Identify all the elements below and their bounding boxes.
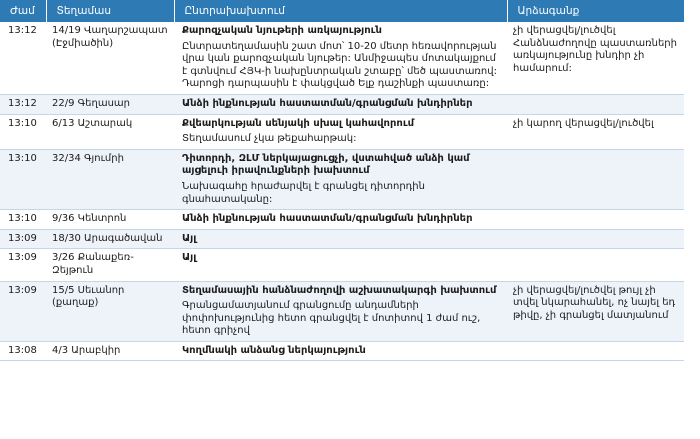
row-content [174,210,507,230]
row-time: 13:09 [0,249,46,281]
row-response: չի վերացվել/լուծվել թույլ չի տվել նկարահանել, ոչ նայել եդ թիվը, չի գրանցել մատյանում [507,281,684,341]
row-place: 15/5 Սեւանոր (քաղաք) [46,281,174,341]
table-row[interactable] [0,249,684,281]
row-content [174,149,507,209]
row-content [174,249,507,281]
violation-description: Ընտրատեղամասին շատ մոտ՝ 10-20 մետր հեռավորության վրա կան քարոզչական նյութեր: Անմիջապես մոտակայքում է գտնվում ՀՅԿ-ի նախընտրական շտաբը՝ մեծ պաստառով: Դարոցի դարպասին է փակցված Ելք դաշինքի պաստառը: [182,40,497,90]
row-time: 13:09 [0,229,46,249]
row-response [507,249,684,281]
row-response [507,149,684,209]
table-row[interactable] [0,114,684,149]
table-row[interactable] [0,94,684,114]
row-time: 13:10 [0,149,46,209]
row-response [507,210,684,230]
header-response[interactable]: Արձագանք [507,0,684,22]
table-body [0,22,684,361]
row-place: 3/26 Քանաքեռ-Զեյթուն [46,249,174,281]
table-row[interactable] [0,341,684,361]
row-place: 14/19 Վաղարշապատ (Էջմիածին) [46,22,174,94]
violation-description: Գրանցամատյանում գրանցումը անդամների փոփոխությունից հետո գրանցվել է մոտիտով 1 ժամ ուշ, հետո գրիչով [182,300,481,337]
row-time: 13:12 [0,22,46,94]
table-row[interactable] [0,210,684,230]
header-time[interactable]: Ժամ [0,0,46,22]
table-row[interactable] [0,229,684,249]
violation-subject[interactable]: Անձի ինքնության հաստատման/գրանցման խնդիրներ [182,97,473,109]
row-time: 13:10 [0,114,46,149]
row-response [507,94,684,114]
row-response [507,341,684,361]
row-time: 13:10 [0,210,46,230]
table-header [0,0,684,22]
violation-subject[interactable]: Դիտորդի, ԶԼՄ ներկայացուցչի, վստահված անձի կամ այցելուի իրավունքների խախտում [182,152,470,177]
row-response [507,229,684,249]
row-place: 32/34 Գյումրի [46,149,174,209]
header-place[interactable]: Տեղամաս [46,0,174,22]
violation-subject[interactable]: Այլ [182,252,197,264]
table-row[interactable] [0,149,684,209]
row-content [174,114,507,149]
row-place: 22/9 Գեղասար [46,94,174,114]
row-content [174,94,507,114]
row-place: 4/3 Արաբկիր [46,341,174,361]
violation-subject[interactable]: Կողմնակի անձանց ներկայություն [182,344,366,356]
row-place: 9/36 Կենտրոն [46,210,174,230]
table-row[interactable] [0,281,684,341]
header-content[interactable]: Ընտրախախտում [174,0,507,22]
row-time: 13:12 [0,94,46,114]
row-content [174,22,507,94]
row-place: 6/13 Աշտարակ [46,114,174,149]
violation-subject[interactable]: Տեղամասային հանձնաժողովի աշխատակարգի խախտում [182,284,497,296]
row-response: չի վերացվել/լուծվել Հանձնաժողովը պաստառների առկայությունը խնդիր չի համարում: [507,22,684,94]
row-content [174,281,507,341]
table-row[interactable] [0,22,684,94]
violation-subject[interactable]: Անձի ինքնության հաստատման/գրանցման խնդիրներ [182,213,473,225]
violation-subject[interactable]: Քվեարկության սենյակի սխալ կահավորում [182,117,415,129]
violation-subject[interactable]: Քարոզչական նյութերի առկայություն [182,25,382,36]
row-response: չի կարող վերացվել/լուծվել [507,114,684,149]
row-time: 13:09 [0,281,46,341]
violation-subject[interactable]: Այլ [182,232,197,244]
row-place: 18/30 Արագածավան [46,229,174,249]
row-content [174,229,507,249]
violation-description: Նախագահը հրաժարվել է գրանցել դիտորդին գնահատականը: [182,180,425,205]
row-time: 13:08 [0,341,46,361]
row-content [174,341,507,361]
violation-description: Տեղամասում չկա թեքահարթակ: [182,133,357,145]
